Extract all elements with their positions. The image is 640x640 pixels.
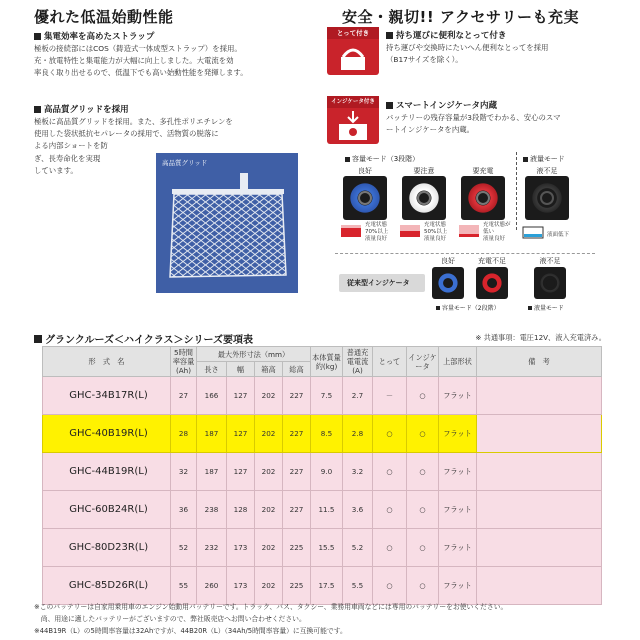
cell-remarks (477, 567, 602, 605)
table-header-row (43, 347, 602, 362)
mode-divider (516, 152, 517, 230)
cell-length: 238 (197, 491, 227, 529)
state-label-good: 良好 (358, 167, 372, 175)
grid-line: ぎ、長寿命化を実現 (34, 153, 101, 163)
cell-width: 173 (227, 567, 255, 605)
cell-handle: ○ (373, 415, 407, 453)
indicator-description (386, 112, 626, 136)
bullet-dot-icon (345, 157, 350, 162)
table-row (43, 529, 602, 567)
old-state-good: 良好 (441, 257, 455, 265)
cell-handle: ○ (373, 529, 407, 567)
indicator-badge (327, 96, 379, 144)
left-section-title: 優れた低温始動性能 (34, 8, 174, 26)
cell-total-height: 227 (283, 377, 311, 415)
header-box-height: 箱高 (255, 362, 283, 377)
strap-line: 極板の接続部にはCOS（鋳造式一体成型ストラップ）を採用。 (34, 44, 242, 53)
cell-remarks (477, 529, 602, 567)
cell-width: 173 (227, 529, 255, 567)
handle-line: （B17サイズを除く）。 (386, 55, 463, 65)
handle-badge-tag: とって付き (327, 27, 379, 39)
caption-low-fluid: 液面低下 (547, 232, 570, 238)
old-indicator-label: 従来型インジケータ (339, 274, 425, 292)
grid-line: しています。 (34, 165, 78, 175)
cell-weight: 17.5 (311, 567, 343, 605)
old-indicator-charge-icon (476, 267, 508, 299)
cell-total-height: 227 (283, 491, 311, 529)
cell-remarks (477, 377, 602, 415)
table-row (43, 453, 602, 491)
cell-current: 5.5 (343, 567, 373, 605)
cell-model: GHC-34B17R(L) (43, 377, 171, 415)
cell-model: GHC-80D23R(L) (43, 529, 171, 567)
indicator-heading-text: スマートインジケータ内蔵 (396, 101, 498, 111)
table-title: グランクルーズ＜ハイクラス＞シリーズ要項表 (34, 331, 253, 346)
footnote-2: 尚、用途に適したバッテリーがございますので、弊社販売店へお問い合わせください。 (34, 615, 306, 623)
indicator-low-fluid-icon (525, 176, 569, 220)
state-label-caution: 要注意 (413, 167, 435, 175)
bullet-dot-icon (523, 157, 528, 162)
cell-remarks (477, 491, 602, 529)
old-indicator-fluid-icon (534, 267, 566, 299)
cell-indicator: ○ (407, 491, 439, 529)
strap-heading (34, 30, 154, 42)
cell-length: 232 (197, 529, 227, 567)
old-state-fluid: 液不足 (539, 257, 561, 265)
cell-box-height: 202 (255, 453, 283, 491)
cell-indicator: ○ (407, 453, 439, 491)
table-row (43, 415, 602, 453)
strap-line: 率良く取り出せるので、低温下でも高い始動性能を発揮します。 (34, 68, 248, 78)
old-fluid-caption: 液量モード (528, 303, 564, 312)
indicator-line: バッテリーの残存容量が3段階でわかる、安心のスマ (386, 113, 561, 122)
cell-model: GHC-85D26R(L) (43, 567, 171, 605)
cell-box-height: 202 (255, 529, 283, 567)
cell-box-height: 202 (255, 491, 283, 529)
bullet-dot-icon (528, 306, 532, 310)
cell-weight: 11.5 (311, 491, 343, 529)
cell-indicator: ○ (407, 377, 439, 415)
cell-width: 127 (227, 453, 255, 491)
header-model: 形 式 名 (43, 347, 171, 377)
cell-current: 3.6 (343, 491, 373, 529)
state-label-charge: 要充電 (472, 167, 494, 175)
header-length: 長さ (197, 362, 227, 377)
cell-total-height: 227 (283, 453, 311, 491)
header-total-height: 総高 (283, 362, 311, 377)
old-capacity-caption: 容量モード（2段階） (436, 303, 500, 312)
handle-icon (327, 39, 379, 75)
header-current: 普通充電電流(A) (343, 347, 373, 377)
bullet-square-icon (34, 106, 41, 113)
handle-description (386, 42, 626, 66)
grid-image (156, 153, 298, 293)
cell-length: 187 (197, 415, 227, 453)
caption-charge: 充電状態が 低い 液量良好 (483, 222, 511, 242)
cell-length: 166 (197, 377, 227, 415)
cell-model: GHC-60B24R(L) (43, 491, 171, 529)
header-width: 幅 (227, 362, 255, 377)
handle-badge (327, 27, 379, 75)
cell-length: 187 (197, 453, 227, 491)
cell-capacity: 28 (171, 415, 197, 453)
indicator-icon (327, 108, 379, 144)
indicator-line: ートインジケータを内蔵。 (386, 125, 474, 135)
cell-width: 128 (227, 491, 255, 529)
cell-capacity: 36 (171, 491, 197, 529)
cell-current: 2.8 (343, 415, 373, 453)
header-remarks: 備 考 (477, 347, 602, 377)
table-row (43, 377, 602, 415)
capacity-mode-title: 容量モード（3段階） (345, 154, 419, 164)
cell-handle: ○ (373, 567, 407, 605)
cell-handle: ○ (373, 491, 407, 529)
cell-width: 127 (227, 415, 255, 453)
cell-total-height: 225 (283, 529, 311, 567)
cell-current: 5.2 (343, 529, 373, 567)
bullet-square-icon (34, 335, 42, 343)
indicator-caution-icon (402, 176, 446, 220)
cell-current: 2.7 (343, 377, 373, 415)
cell-shape: フラット (439, 453, 477, 491)
fluid-level-icon (522, 226, 546, 240)
charge-level-high-icon (341, 224, 363, 238)
cell-capacity: 27 (171, 377, 197, 415)
cell-handle: － (373, 377, 407, 415)
strap-line: 充・放電特性と集電能力が大幅に向上しました。大電流を効 (34, 56, 234, 66)
cell-capacity: 52 (171, 529, 197, 567)
indicator-charge-icon (461, 176, 505, 220)
charge-level-mid-icon (400, 224, 422, 238)
strap-heading-text: 集電効率を高めたストラップ (44, 32, 155, 42)
cell-indicator: ○ (407, 529, 439, 567)
old-indicator-divider (335, 253, 595, 254)
grid-image-label: 高品質グリッド (162, 159, 208, 167)
cell-box-height: 202 (255, 377, 283, 415)
state-label-low-fluid: 液不足 (536, 167, 558, 175)
table-row (43, 567, 602, 605)
cell-length: 260 (197, 567, 227, 605)
caption-good: 充電状態 70%以上 液量良好 (365, 222, 389, 242)
cell-box-height: 202 (255, 415, 283, 453)
footnote-1: ※このバッテリーは自家用乗用車のエンジン始動用バッテリーです。トラック、バス、タクシー、業務用車両などには専用のバッテリーをお使いください。 (34, 603, 508, 611)
footnote-3: ※44B19R（L）の5時間率容量は32Ahですが、44B20R（L）（34Ah/5時間率容量）に互換可能です。 (34, 627, 347, 635)
indicator-good-icon (343, 176, 387, 220)
header-weight: 本体質量約(kg) (311, 347, 343, 377)
bullet-square-icon (386, 32, 393, 39)
grid-line: よる内部ショートを防 (34, 141, 108, 151)
cell-capacity: 55 (171, 567, 197, 605)
indicator-badge-tag: インジケータ付き (327, 96, 379, 108)
bullet-dot-icon (436, 306, 440, 310)
table-note: ※ 共通事項：電圧12V、液入充電済み。 (475, 333, 606, 342)
header-capacity: 5時間率容量(Ah) (171, 347, 197, 377)
handle-line: 持ち運びや交換時にたいへん便利なとってを採用 (386, 43, 549, 52)
header-top-shape: 上部形状 (439, 347, 477, 377)
bullet-square-icon (386, 102, 393, 109)
cell-shape: フラット (439, 415, 477, 453)
bullet-square-icon (34, 33, 41, 40)
cell-weight: 7.5 (311, 377, 343, 415)
fluid-mode-title: 液量モード (523, 154, 565, 164)
cell-indicator: ○ (407, 567, 439, 605)
cell-shape: フラット (439, 567, 477, 605)
header-dims: 最大外形寸法（mm） (197, 347, 311, 362)
cell-total-height: 227 (283, 415, 311, 453)
charge-level-low-icon (459, 224, 481, 238)
cell-model: GHC-40B19R(L) (43, 415, 171, 453)
cell-capacity: 32 (171, 453, 197, 491)
cell-model: GHC-44B19R(L) (43, 453, 171, 491)
cell-weight: 15.5 (311, 529, 343, 567)
cell-remarks (477, 453, 602, 491)
spec-table (42, 346, 602, 605)
old-state-charge: 充電不足 (478, 257, 506, 265)
mesh-grid-icon (156, 153, 298, 293)
table-row (43, 491, 602, 529)
cell-total-height: 225 (283, 567, 311, 605)
caption-caution: 充電状態 50%以上 液量良好 (424, 222, 448, 242)
grid-heading (34, 103, 129, 115)
indicator-heading (386, 99, 497, 111)
cell-shape: フラット (439, 491, 477, 529)
handle-heading (386, 29, 506, 41)
cell-shape: フラット (439, 529, 477, 567)
grid-heading-text: 高品質グリッドを採用 (44, 105, 129, 115)
cell-shape: フラット (439, 377, 477, 415)
handle-heading-text: 持ち運びに便利なとって付き (396, 31, 507, 41)
cell-remarks (477, 415, 602, 453)
old-indicator-good-icon (432, 267, 464, 299)
cell-indicator: ○ (407, 415, 439, 453)
right-section-title: 安全・親切!! アクセサリーも充実 (342, 8, 579, 26)
cell-weight: 8.5 (311, 415, 343, 453)
strap-description (34, 43, 324, 80)
grid-line: 極板に高品質グリッドを採用。また、多孔性ポリエチレンを (34, 117, 233, 126)
cell-weight: 9.0 (311, 453, 343, 491)
cell-current: 3.2 (343, 453, 373, 491)
cell-box-height: 202 (255, 567, 283, 605)
header-indicator: インジケータ (407, 347, 439, 377)
cell-width: 127 (227, 377, 255, 415)
header-handle: とって (373, 347, 407, 377)
grid-line: 使用した袋状抵抗セパレータの採用で、活物質の脱落に (34, 129, 219, 139)
cell-handle: ○ (373, 453, 407, 491)
